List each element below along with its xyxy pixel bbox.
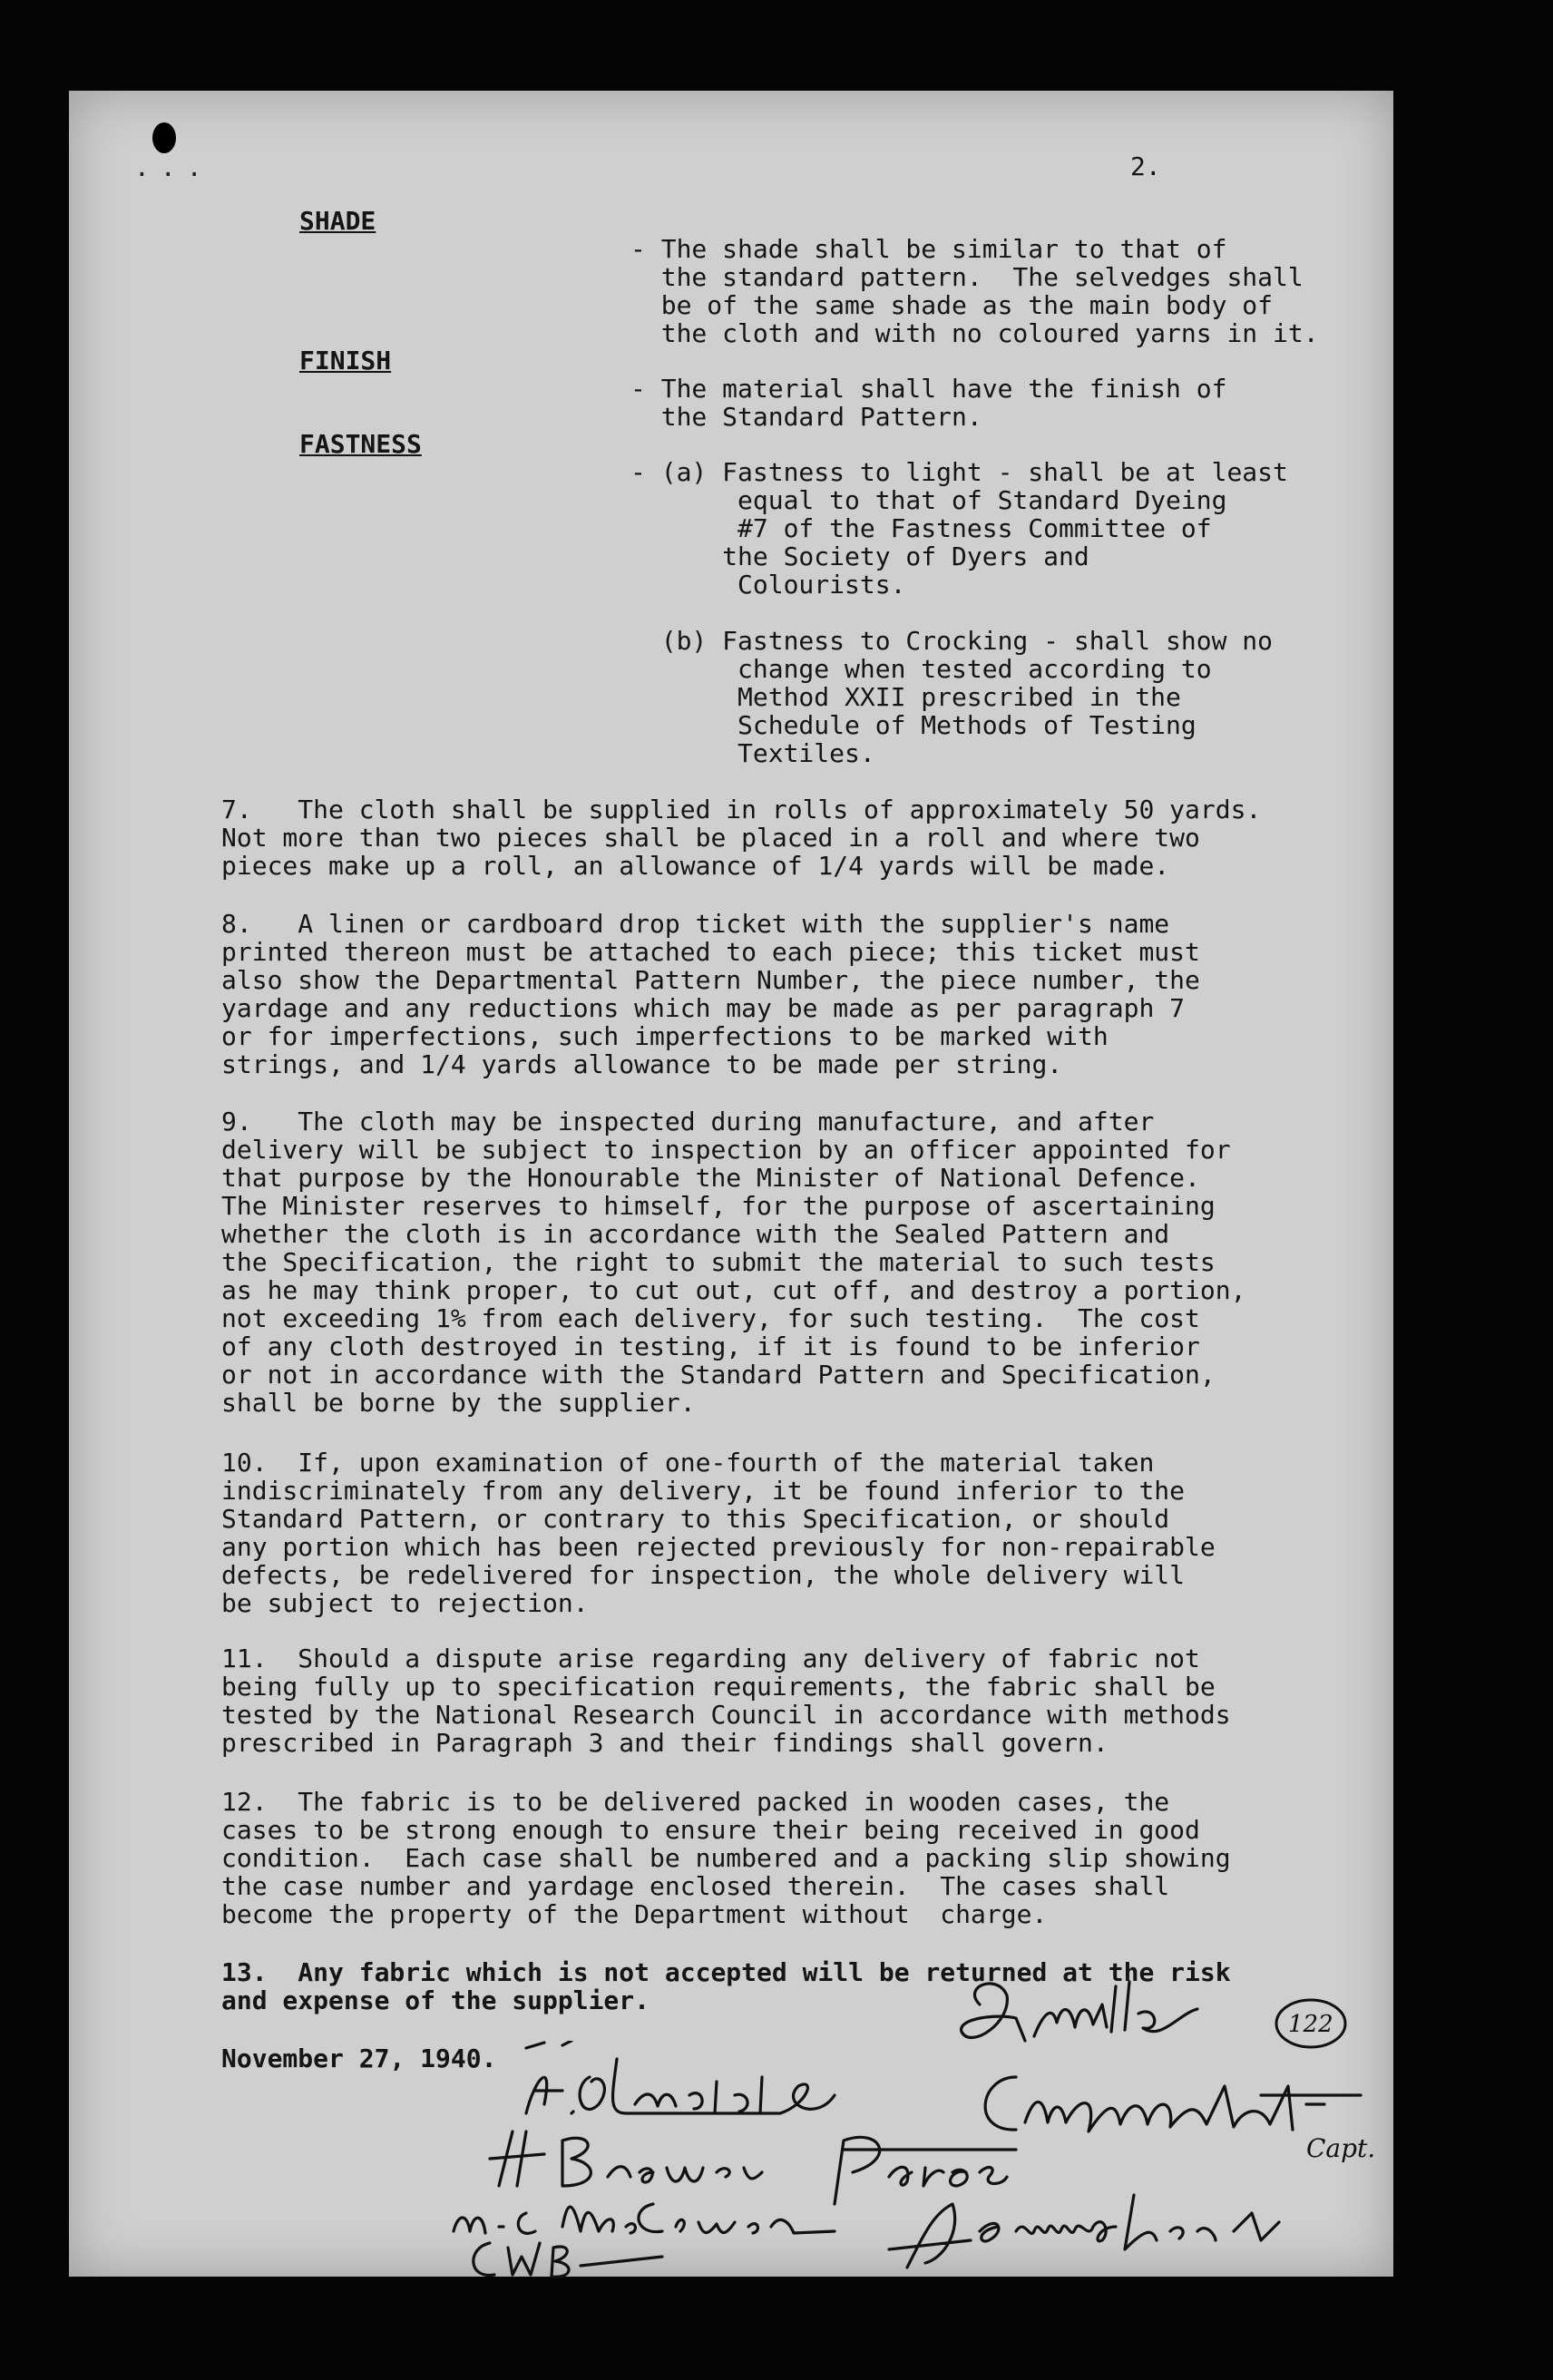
- text-line: #7 of the Fastness Committee of: [630, 513, 1212, 543]
- text-line: equal to that of Standard Dyeing: [630, 485, 1227, 515]
- text-line: the case number and yardage enclosed therein. The cases shall: [221, 1871, 1170, 1901]
- paragraph-10: [221, 1420, 1216, 1617]
- section-body-shade: [630, 207, 1319, 347]
- text-line: also show the Departmental Pattern Number, the piece number, the: [221, 965, 1200, 995]
- text-line: condition. Each case shall be numbered and a packing slip showing: [221, 1843, 1231, 1873]
- text-line: 13. Any fabric which is not accepted will be returned at the risk: [221, 1957, 1231, 1987]
- paragraph-7: [221, 767, 1261, 880]
- paragraph-12: [221, 1760, 1231, 1928]
- text-line: Method XXII prescribed in the: [630, 682, 1181, 712]
- text-line: - The material shall have the finish of: [630, 374, 1227, 404]
- paragraph-11: [221, 1616, 1231, 1757]
- text-line: [630, 599, 1288, 627]
- margin-dots: ...: [134, 152, 213, 182]
- annotation-122: [1270, 1992, 1352, 2055]
- text-line: change when tested according to: [630, 654, 1212, 684]
- text-line: (b) Fastness to Crocking - shall show no: [630, 626, 1274, 656]
- text-line: The Minister reserves to himself, for the purpose of ascertaining: [221, 1191, 1216, 1221]
- section-heading-shade: SHADE: [299, 206, 376, 236]
- signature-rank: Capt.: [1306, 2133, 1376, 2163]
- text-line: indiscriminately from any delivery, it be found inferior to the: [221, 1476, 1186, 1506]
- section-body-fastness: [630, 430, 1288, 767]
- document-date: November 27, 1940.: [221, 2043, 497, 2073]
- text-line: or for imperfections, such imperfections to be marked with: [221, 1021, 1109, 1051]
- text-line: be subject to rejection.: [221, 1588, 589, 1618]
- text-line: the Standard Pattern.: [630, 402, 982, 432]
- paragraph-8: [221, 882, 1200, 1078]
- text-line: Textiles.: [630, 738, 875, 768]
- text-line: Not more than two pieces shall be placed in a roll and where two: [221, 823, 1200, 853]
- page-number: 2.: [1130, 151, 1161, 181]
- text-line: being fully up to specification requirements, the fabric shall be: [221, 1672, 1216, 1702]
- text-line: cases to be strong enough to ensure their being received in good: [221, 1815, 1200, 1845]
- text-line: Standard Pattern, or contrary to this Specification, or should: [221, 1504, 1170, 1534]
- annotation-text: 122: [1288, 2011, 1333, 2038]
- text-line: - The shade shall be similar to that of: [630, 234, 1227, 264]
- text-line: - (a) Fastness to light - shall be at least: [630, 457, 1288, 487]
- text-line: or not in accordance with the Standard Pattern and Specification,: [221, 1360, 1216, 1390]
- text-line: not exceeding 1% from each delivery, for such testing. The cost: [221, 1303, 1200, 1333]
- text-line: strings, and 1/4 yards allowance to be made per string.: [221, 1049, 1063, 1079]
- text-line: printed thereon must be attached to each piece; this ticket must: [221, 937, 1200, 967]
- section-heading-finish: FINISH: [299, 346, 392, 376]
- text-line: 8. A linen or cardboard drop ticket with the supplier's name: [221, 909, 1170, 939]
- text-line: prescribed in Paragraph 3 and their findings shall govern.: [221, 1728, 1109, 1758]
- text-line: as he may think proper, to cut out, cut off, and destroy a portion,: [221, 1275, 1246, 1305]
- text-line: Colourists.: [630, 570, 906, 600]
- text-line: shall be borne by the supplier.: [221, 1388, 696, 1418]
- text-line: delivery will be subject to inspection by an officer appointed for: [221, 1135, 1231, 1165]
- section-heading-fastness: FASTNESS: [299, 429, 422, 459]
- text-line: 11. Should a dispute arise regarding any delivery of fabric not: [221, 1644, 1200, 1673]
- text-line: the cloth and with no coloured yarns in it.: [630, 318, 1319, 348]
- text-line: whether the cloth is in accordance with the Sealed Pattern and: [221, 1219, 1170, 1249]
- text-line: tested by the National Research Council in accordance with methods: [221, 1700, 1231, 1730]
- text-line: 12. The fabric is to be delivered packed in wooden cases, the: [221, 1787, 1170, 1817]
- text-line: 10. If, upon examination of one-fourth of the material taken: [221, 1448, 1155, 1478]
- text-line: 9. The cloth may be inspected during manufacture, and after: [221, 1107, 1155, 1136]
- signature-g-mills: [943, 1968, 1216, 2068]
- text-line: defects, be redelivered for inspection, the whole delivery will: [221, 1560, 1186, 1590]
- punch-hole: [152, 122, 176, 153]
- section-body-finish: [630, 346, 1226, 431]
- text-line: of any cloth destroyed in testing, if it is found to be inferior: [221, 1331, 1200, 1361]
- text-line: be of the same shade as the main body of: [630, 290, 1274, 320]
- text-line: that purpose by the Honourable the Minister of National Defence.: [221, 1163, 1200, 1193]
- text-line: become the property of the Department without charge.: [221, 1899, 1048, 1929]
- text-line: and expense of the supplier.: [221, 1985, 650, 2015]
- text-line: 7. The cloth shall be supplied in rolls of approximately 50 yards.: [221, 795, 1262, 824]
- paragraph-9: [221, 1079, 1245, 1417]
- text-line: any portion which has been rejected previously for non-repairable: [221, 1532, 1216, 1562]
- text-line: the Society of Dyers and: [630, 541, 1089, 571]
- text-line: the Specification, the right to submit the material to such tests: [221, 1247, 1216, 1277]
- signature-c-baxter: [454, 2229, 689, 2293]
- signature-cunningham: [871, 2177, 1343, 2286]
- text-line: yardage and any reductions which may be made as per paragraph 7: [221, 993, 1186, 1023]
- text-line: the standard pattern. The selvedges shall: [630, 262, 1304, 292]
- text-line: Schedule of Methods of Testing: [630, 710, 1196, 740]
- text-line: pieces make up a roll, an allowance of 1/4 yards will be made.: [221, 851, 1170, 881]
